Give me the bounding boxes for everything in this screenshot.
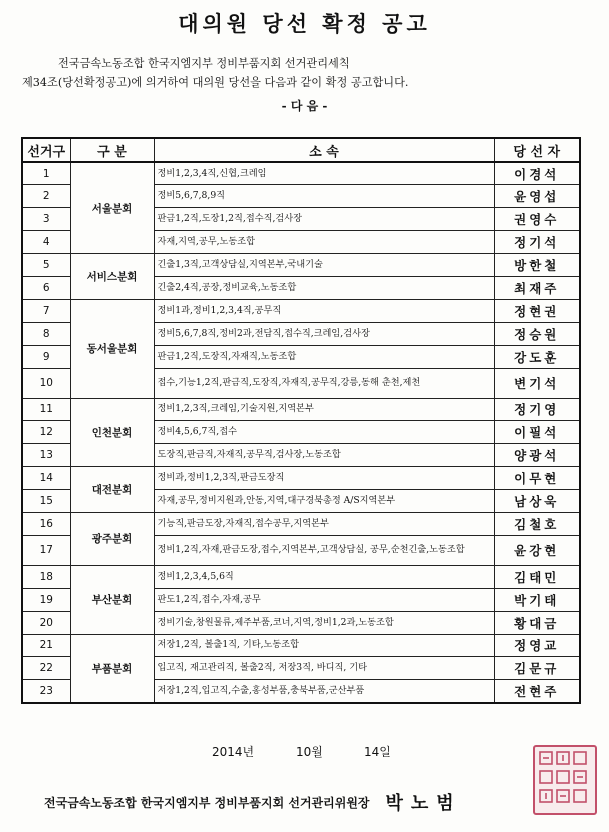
affiliation-cell: 접수,기능1,2직,판금직,도장직,자재직,공무직,강릉,동해 춘천,제천: [154, 368, 494, 398]
district-number: 8: [22, 322, 70, 345]
winner-name: 이경석: [494, 162, 580, 185]
winner-name: 정기영: [494, 398, 580, 421]
district-number: 12: [22, 421, 70, 444]
division-name: 동서울분회: [70, 299, 154, 398]
district-number: 20: [22, 611, 70, 634]
table-row: [22, 299, 580, 322]
division-name: 광주분회: [70, 512, 154, 565]
district-number: 19: [22, 588, 70, 611]
affiliation-cell: 정비1,2,3직,크레임,기술지원,지역본부: [154, 398, 494, 421]
intro-paragraph: [22, 54, 592, 92]
affiliation-cell: 정비5,6,7,8,9직: [154, 185, 494, 208]
district-number: 16: [22, 512, 70, 535]
district-number: 21: [22, 634, 70, 657]
district-number: 11: [22, 398, 70, 421]
affiliation-cell: 정비4,5,6,7직,접수: [154, 421, 494, 444]
winner-name: 남상욱: [494, 490, 580, 513]
affiliation-cell: 정비1,2,3,4,5,6직: [154, 565, 494, 588]
winner-name: 전현주: [494, 680, 580, 703]
header-winner: 당 선 자: [494, 138, 580, 162]
winner-name: 윤영섭: [494, 185, 580, 208]
table-row: [22, 162, 580, 185]
header-affiliation: 소 속: [154, 138, 494, 162]
winner-name: 권영수: [494, 208, 580, 231]
division-name: 인천분회: [70, 398, 154, 467]
date-month: 10월: [296, 745, 323, 759]
intro-line-2: 제34조(당선확정공고)에 의거하여 대의원 당선을 다음과 같이 확정 공고합니다.: [22, 76, 409, 89]
affiliation-cell: 도장직,판금직,자재직,공무직,검사장,노동조합: [154, 444, 494, 467]
affiliation-cell: 저장1,2직,입고직,수출,홍성부품,충북부품,군산부품: [154, 680, 494, 703]
affiliation-cell: 자재,지역,공무,노동조합: [154, 231, 494, 254]
affiliation-cell: 정비1과,정비1,2,3,4직,공무직: [154, 299, 494, 322]
winner-name: 윤강현: [494, 535, 580, 565]
date-year: 2014년: [212, 745, 255, 759]
affiliation-cell: 긴출1,3직,고객상담실,지역본부,국내기술: [154, 254, 494, 277]
division-name: 대전분회: [70, 467, 154, 513]
table-row: [22, 512, 580, 535]
winner-name: 이필석: [494, 421, 580, 444]
district-number: 10: [22, 368, 70, 398]
district-number: 17: [22, 535, 70, 565]
district-number: 15: [22, 490, 70, 513]
winner-name: 김태민: [494, 565, 580, 588]
affiliation-cell: 판금1,2직,도장1,2직,접수직,검사장: [154, 208, 494, 231]
winner-name: 변기석: [494, 368, 580, 398]
affiliation-cell: 긴출2,4직,공장,정비교육,노동조합: [154, 276, 494, 299]
division-name: 서울분회: [70, 162, 154, 254]
winner-name: 양광석: [494, 444, 580, 467]
header-division: 구 분: [70, 138, 154, 162]
affiliation-cell: 자재,공무,정비지원과,안동,지역,대구경북총정 A/S지역본부: [154, 490, 494, 513]
winner-name: 김철호: [494, 512, 580, 535]
table-row: [22, 565, 580, 588]
seal-icon: [535, 747, 591, 809]
header-district: 선거구: [22, 138, 70, 162]
district-number: 18: [22, 565, 70, 588]
district-number: 23: [22, 680, 70, 703]
district-number: 1: [22, 162, 70, 185]
footer-organization: 전국금속노동조합 한국지엠지부 정비부품지회 선거관리위원장: [44, 796, 370, 810]
affiliation-cell: 정비5,6,7,8직,정비2과,전담직,접수직,크레임,검사장: [154, 322, 494, 345]
date-day: 14일: [364, 745, 391, 759]
affiliation-cell: 정비1,2직,자재,판금도장,접수,지역본부,고객상담실, 공무,순천긴출,노동조합: [154, 535, 494, 565]
affiliation-cell: 기능직,판금도장,자재직,접수공무,지역본부: [154, 512, 494, 535]
district-number: 7: [22, 299, 70, 322]
winner-name: 강도훈: [494, 345, 580, 368]
chairperson-name: 박노범: [385, 793, 462, 814]
winner-name: 정기석: [494, 231, 580, 254]
table-row: [22, 467, 580, 490]
table-row: [22, 254, 580, 277]
affiliation-cell: 정비1,2,3,4직,신협,크레임: [154, 162, 494, 185]
winner-name: 박기태: [494, 588, 580, 611]
affiliation-cell: 정비기술,창원물류,제주부품,코너,지역,정비1,2과,노동조합: [154, 611, 494, 634]
district-number: 14: [22, 467, 70, 490]
affiliation-cell: 저장1,2직, 볼출1직, 기타,노동조합: [154, 634, 494, 657]
winner-name: 이무현: [494, 467, 580, 490]
district-number: 3: [22, 208, 70, 231]
affiliation-cell: 입고직, 재고관리직, 볼출2직, 저장3직, 바디직, 기타: [154, 657, 494, 680]
winners-table: [21, 137, 581, 704]
table-row: [22, 398, 580, 421]
division-name: 서비스분회: [70, 254, 154, 300]
affiliation-cell: 판도1,2직,접수,자재,공무: [154, 588, 494, 611]
table-row: [22, 634, 580, 657]
intro-line-1: 전국금속노동조합 한국지엠지부 정비부품지회 선거관리세칙: [58, 57, 350, 70]
district-number: 22: [22, 657, 70, 680]
district-number: 4: [22, 231, 70, 254]
district-number: 5: [22, 254, 70, 277]
winner-name: 최재주: [494, 276, 580, 299]
district-number: 2: [22, 185, 70, 208]
table-header-row: [22, 138, 580, 162]
winner-name: 방한철: [494, 254, 580, 277]
district-number: 13: [22, 444, 70, 467]
district-number: 9: [22, 345, 70, 368]
table-body: [22, 162, 580, 703]
division-name: 부품분회: [70, 634, 154, 703]
affiliation-cell: 판금1,2직,도장직,자재직,노동조합: [154, 345, 494, 368]
official-seal: [533, 745, 597, 815]
winner-name: 정영교: [494, 634, 580, 657]
district-number: 6: [22, 276, 70, 299]
winner-name: 황대금: [494, 611, 580, 634]
affiliation-cell: 정비과,정비1,2,3직,판금도장직: [154, 467, 494, 490]
winner-name: 정승원: [494, 322, 580, 345]
footer-signature: [44, 789, 462, 815]
following-heading: - 다 음 -: [281, 99, 328, 113]
notice-title: 대의원 당선 확정 공고: [178, 11, 431, 36]
winner-name: 김문규: [494, 657, 580, 680]
winner-name: 정현권: [494, 299, 580, 322]
division-name: 부산분회: [70, 565, 154, 634]
